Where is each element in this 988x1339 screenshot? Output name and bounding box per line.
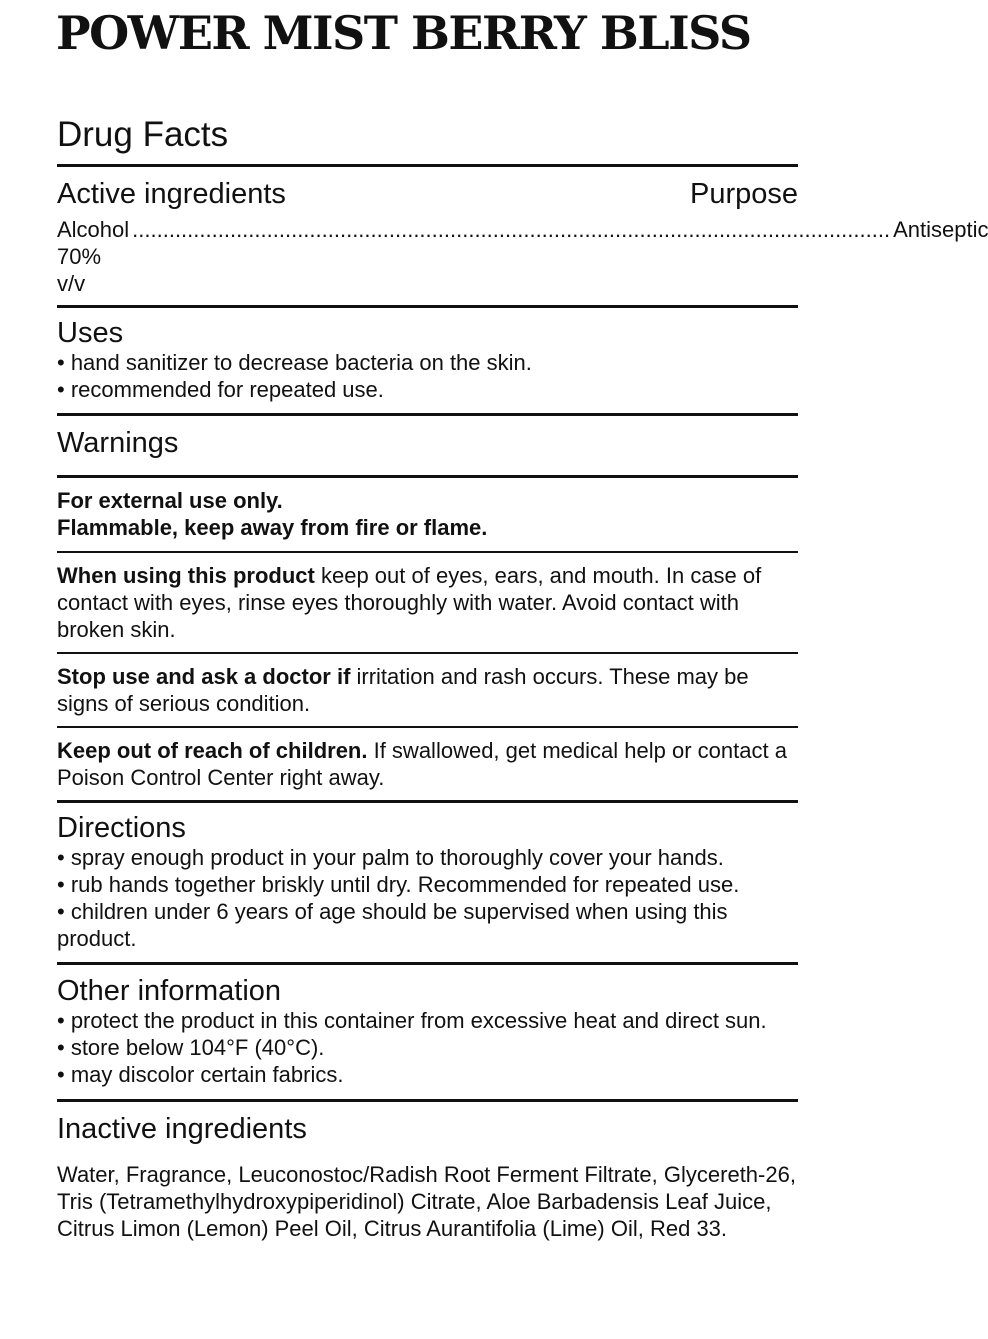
uses-section [57,308,798,413]
when-using-label: When using this product [57,563,315,588]
stop-use-warning [57,654,798,726]
other-information-section [57,965,798,1099]
directions-list [57,844,798,952]
stop-use-text: irritation and rash occurs. These may be signs of serious condition. [57,664,749,716]
product-title: POWER MIST BERRY BLISS [56,6,751,60]
inactive-ingredients-heading: Inactive ingredients [57,1113,307,1145]
list-item: • protect the product in this container from excessive heat and direct sun. [57,1008,767,1033]
active-ingredients-heading: Active ingredients [57,178,286,210]
flammable-line: Flammable, keep away from fire or flame. [57,515,488,540]
other-information-list [57,1007,798,1088]
keep-out-label: Keep out of reach of children. [57,738,368,763]
list-item: • rub hands together briskly until dry. Recommended for repeated use. [57,872,740,897]
external-use-warning [57,478,798,551]
dot-leader: ............................................................................................................................ [132,217,891,242]
when-using-text: keep out of eyes, ears, and mouth. In case of contact with eyes, rinse eyes thoroughly with water. Avoid contact with broken skin. [57,563,762,642]
inactive-ingredients-text: Water, Fragrance, Leuconostoc/Radish Root Ferment Filtrate, Glycereth-26, Tris (Tetramethylhydroxypiperidinol) Citrate, Aloe Barbadensis Leaf Juice, Citrus Limon (Lemon) Peel Oil, Citrus Aurantifolia (Lime) Oil, Red 33. [57,1162,796,1241]
directions-heading: Directions [57,812,186,844]
uses-list [57,349,798,403]
other-information-heading: Other information [57,975,282,1007]
list-item: • hand sanitizer to decrease bacteria on the skin. [57,350,532,375]
drug-facts-panel [57,110,988,1242]
stop-use-label: Stop use and ask a doctor if [57,664,351,689]
list-item: • children under 6 years of age should be supervised when using this product. [57,899,728,951]
active-ingredients-section [57,167,988,305]
directions-section [57,803,798,962]
list-item: • may discolor certain fabrics. [57,1062,344,1087]
warnings-heading: Warnings [57,427,179,459]
when-using-warning [57,553,798,652]
inactive-ingredients-section [57,1102,798,1242]
keep-out-text: If swallowed, get medical help or contact a Poison Control Center right away. [57,738,787,790]
external-use-line: For external use only. [57,488,283,513]
drug-facts-title: Drug Facts [57,115,229,154]
purpose-value: Antiseptic [893,217,988,242]
list-item: • store below 104°F (40°C). [57,1035,325,1060]
list-item: • spray enough product in your palm to thoroughly cover your hands. [57,845,724,870]
keep-out-of-reach-warning [57,728,798,800]
purpose-heading: Purpose [689,178,798,210]
uses-heading: Uses [57,317,124,349]
warnings-heading-section [57,416,798,475]
list-item: • recommended for repeated use. [57,377,384,402]
active-ingredient: Alcohol 70% v/v [57,217,130,296]
